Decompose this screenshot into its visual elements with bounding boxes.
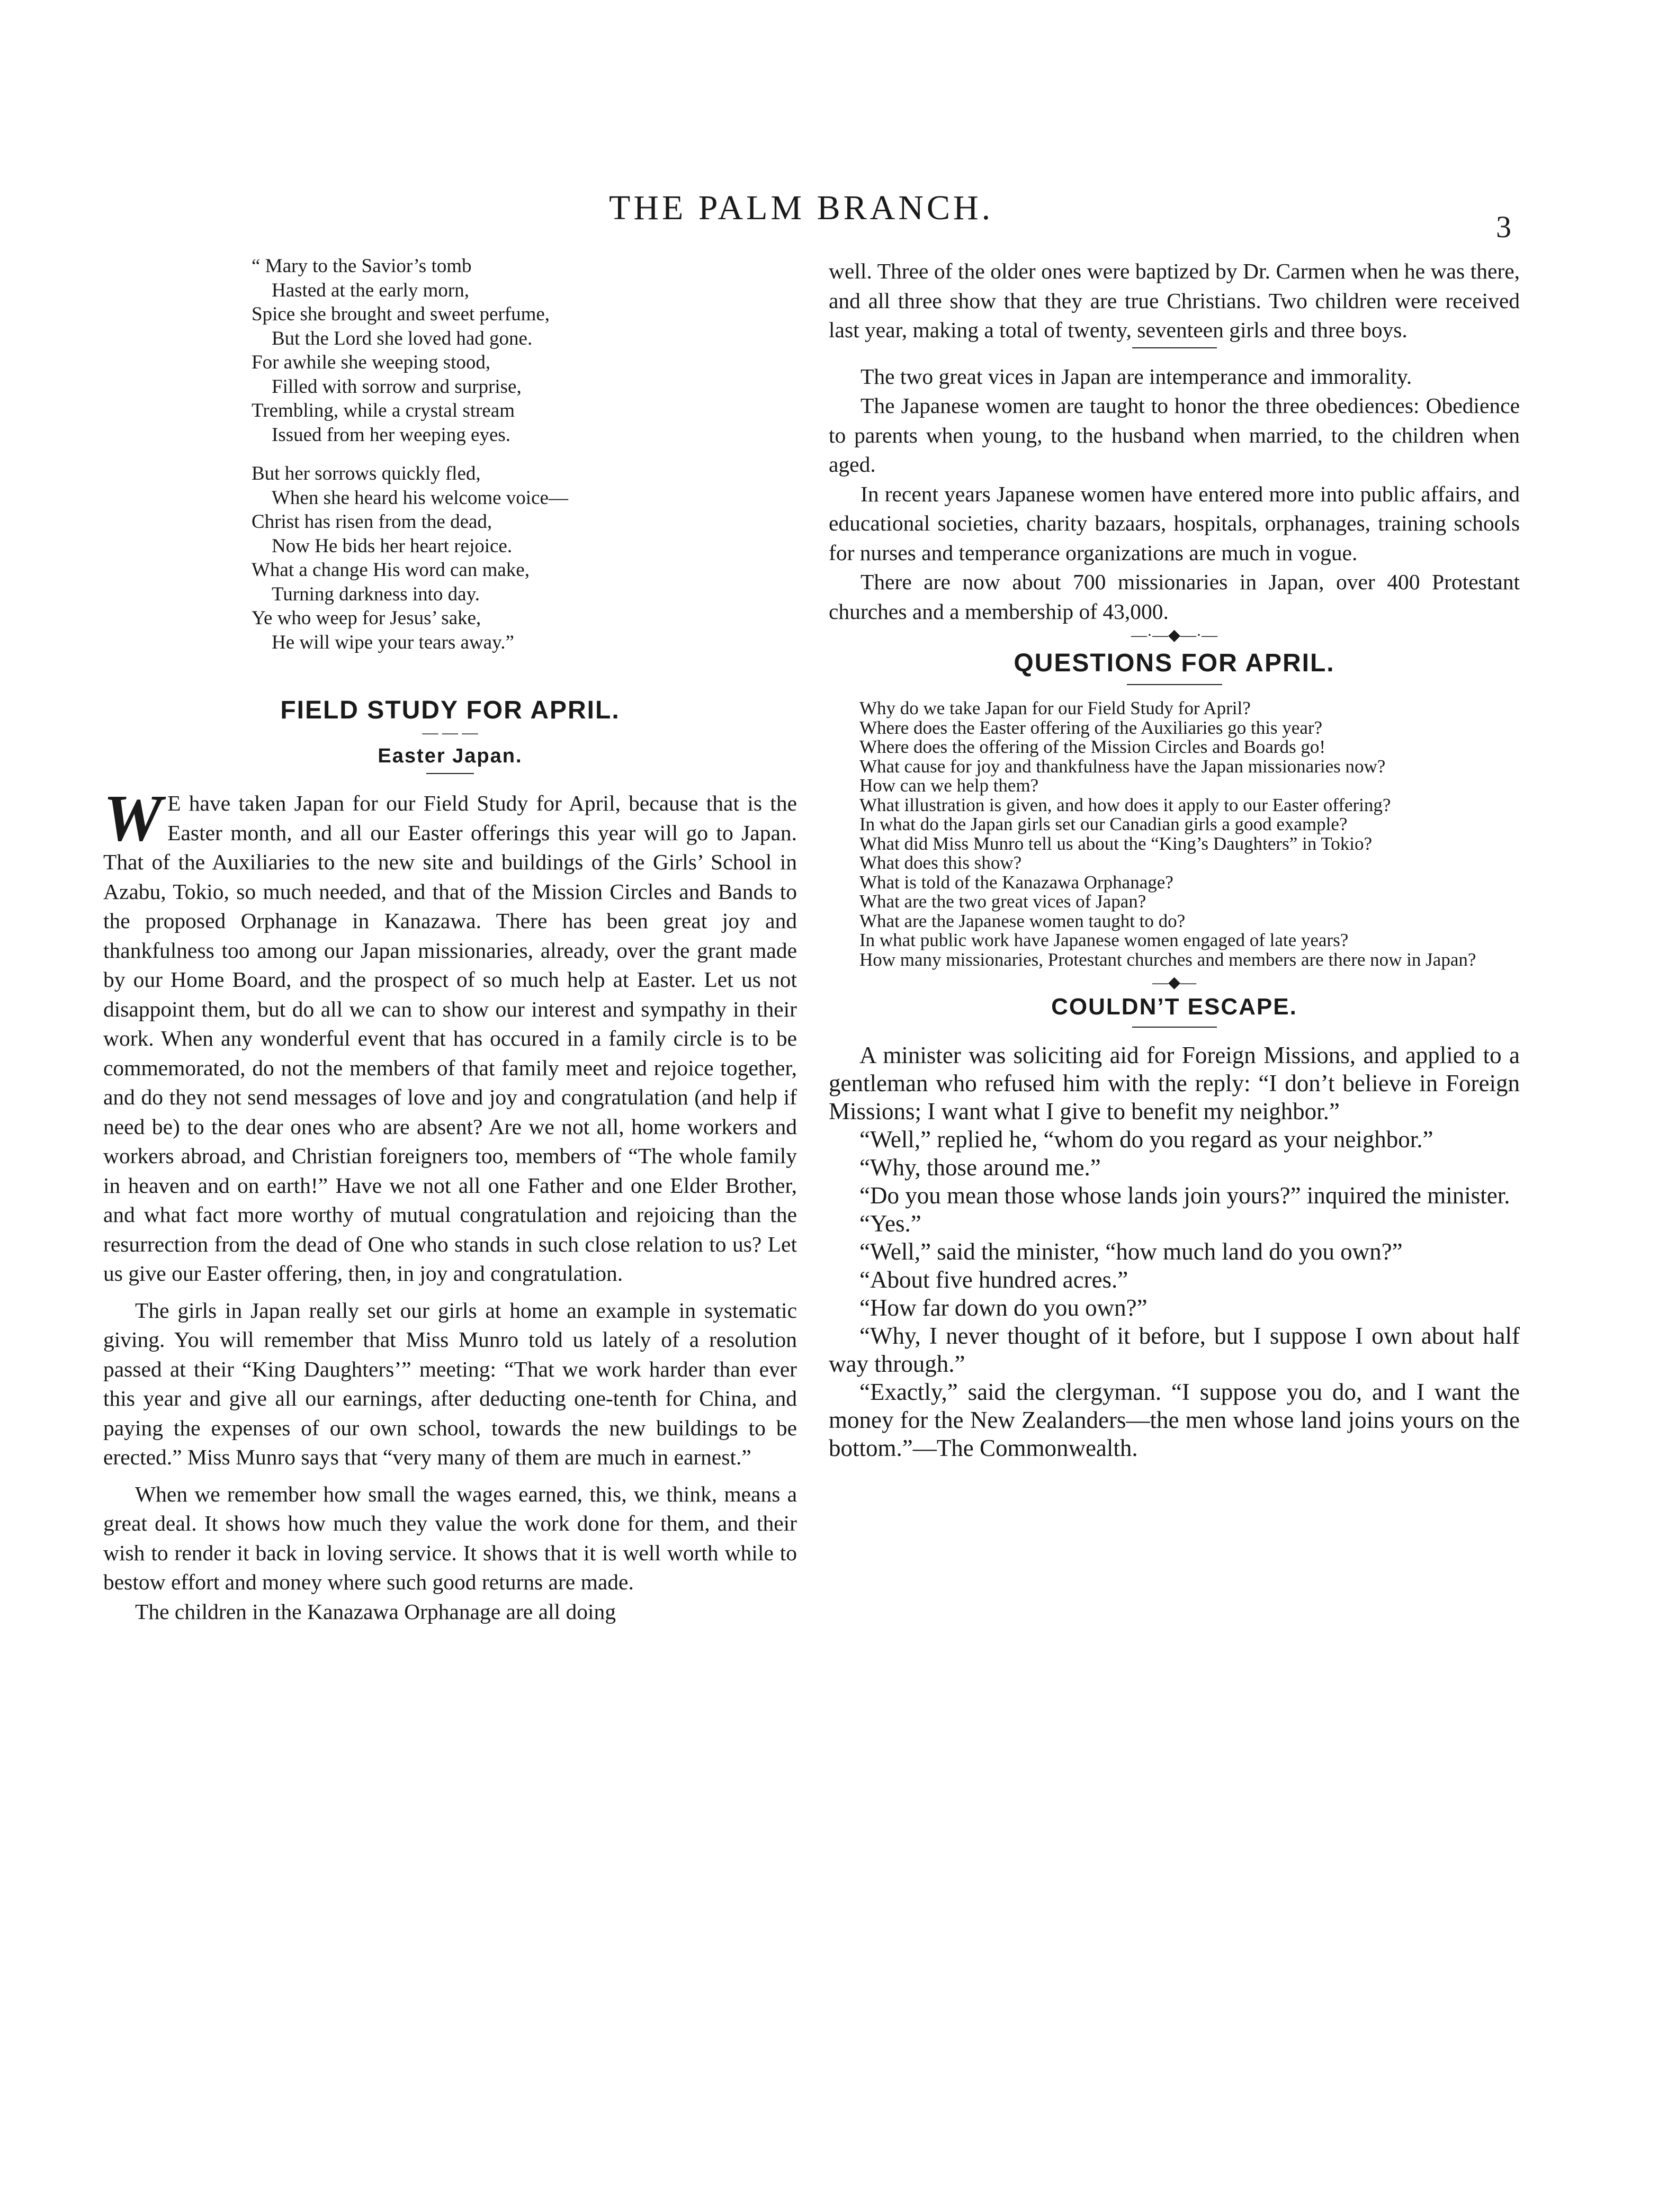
poem-line: Christ has risen from the dead,	[252, 511, 492, 533]
story-paragraph: “Well,” replied he, “whom do you regard as your neighbor.”	[859, 1126, 1433, 1153]
questions-list	[829, 699, 1520, 969]
poem-line: Issued from her weeping eyes.	[272, 424, 511, 446]
question-item: In what do the Japan girls set our Canadian girls a good example?	[859, 814, 1348, 834]
poem-line: Hasted at the early morn,	[272, 279, 469, 301]
poem-line: “ Mary to the Savior’s tomb	[252, 255, 472, 277]
story-paragraph: “Exactly,” said the clergyman. “I suppose you do, and I want the money for the New Zealanders—the men whose land joins yours on the bottom.”—The Commonwealth.	[829, 1379, 1520, 1461]
heading-ornament: — — —	[422, 724, 478, 741]
paragraph: When we remember how small the wages earned, this, we think, means a great deal. It shows how much they value the work done for them, and their wish to render it back in loving service. It shows that it is well worth while to bestow effort and money where such good returns are made.	[103, 1481, 797, 1594]
question-item: How can we help them?	[859, 775, 1039, 796]
drop-cap: W	[103, 782, 163, 855]
question-item: What cause for joy and thankfulness have the Japan missionaries now?	[859, 756, 1386, 777]
paragraph: In recent years Japanese women have entered more into public affairs, and educational societies, charity bazaars, hospitals, orphanages, training schools for nurses and temperance organizations are much in vogue.	[829, 481, 1520, 565]
story-paragraph: “Well,” said the minister, “how much land do you own?”	[859, 1238, 1403, 1265]
poem-line: Now He bids her heart rejoice.	[272, 535, 513, 557]
poem-line: He will wipe your tears away.”	[272, 631, 514, 653]
story-body	[829, 1041, 1520, 1462]
paragraph: The girls in Japan really set our girls at home an example in systematic giving. You will remember that Miss Munro told us lately of a resolution passed at their “King Daughters’” meeting: “That we work harder than ever this year and give all our earnings, after deducting one-tenth for China, and paying the expenses of our own school, towards the new buildings to be erected.” Miss Munro says that “very many of them are much in earnest.”	[103, 1298, 797, 1469]
question-item: Why do we take Japan for our Field Study for April?	[859, 698, 1251, 718]
poem-line: What a change His word can make,	[252, 559, 530, 581]
poem-line: Ye who weep for Jesus’ sake,	[252, 607, 481, 629]
section-rule	[1127, 684, 1222, 685]
field-study-continued	[829, 257, 1520, 626]
easter-poem	[252, 254, 797, 654]
story-paragraph: “Why, those around me.”	[859, 1154, 1101, 1181]
paragraph: The Japanese women are taught to honor the three obediences: Obedience to parents when young, to the husband when married, to the children when aged.	[829, 393, 1520, 476]
poem-line: Turning darkness into day.	[272, 583, 480, 605]
question-item: What illustration is given, and how does it apply to our Easter offering?	[859, 794, 1391, 815]
right-column	[829, 257, 1520, 1462]
paragraph: W E have taken Japan for our Field Study for April, because that is the Easter month, and all our Easter offerings this year will go to Japan. That of the Auxiliaries to the new site and buildings of the Girls’ School in Azabu, Tokio, so much needed, and that of the Mission Circles and Bands to the proposed Orphanage in Kanazawa. There has been great joy and thankfulness too among our Japan missionaries, already, over the grant made by our Home Board, and the prospect of so much help at Easter. Let us not disappoint them, but do all we can to show our interest and sympathy in their work. When any wonderful event that has occured in a family circle is to be commemorated, do not the members of that family meet and rejoice together, and do they not send messages of love and joy and congratulation (and help if need be) to the dear ones who are absent? Are we not all, home workers and workers abroad, and Christian foreigners too, members of “The whole family in heaven and on earth!” Have we not all one Father and one Elder Brother, and what fact more worthy of mutual congratulation and rejoicing than the resurrection from the dead of One who stands in such close relation to us? Let us give our Easter offering, then, in joy and congratulation.	[103, 782, 797, 1285]
question-item: What did Miss Munro tell us about the “King’s Daughters” in Tokio?	[859, 833, 1373, 854]
question-item: Where does the Easter offering of the Auxiliaries go this year?	[859, 717, 1323, 738]
story-paragraph: A minister was soliciting aid for Foreign Missions, and applied to a gentleman who refused him with the reply: “I don’t believe in Foreign Missions; I want what I give to benefit my neighbor.”	[829, 1042, 1520, 1125]
poem-line: Spice she brought and sweet perfume,	[252, 303, 550, 325]
poem-line: Filled with sorrow and surprise,	[272, 375, 522, 398]
question-item: What are the two great vices of Japan?	[859, 891, 1146, 912]
section-rule	[1132, 1027, 1217, 1028]
page-number: 3	[1496, 210, 1511, 244]
left-column	[103, 254, 797, 1626]
paragraph: well. Three of the older ones were baptized by Dr. Carmen when he was there, and all three show that they are true Christians. Two children were received last year, making a total of twenty, seventeen girls and three boys.	[829, 259, 1520, 342]
field-study-body	[103, 782, 797, 1626]
paragraph: The two great vices in Japan are intemperance and immorality.	[861, 364, 1412, 389]
story-paragraph: “Why, I never thought of it before, but I suppose I own about half way through.”	[829, 1323, 1520, 1377]
question-item: How many missionaries, Protestant churches and members are there now in Japan?	[859, 949, 1476, 970]
story-paragraph: “Do you mean those whose lands join yours?” inquired the minister.	[859, 1182, 1510, 1209]
field-study-heading: FIELD STUDY FOR APRIL.	[280, 696, 620, 724]
poem-line: For awhile she weeping stood,	[252, 352, 491, 373]
poem-line: When she heard his welcome voice—	[272, 487, 568, 509]
poem-line: But her sorrows quickly fled,	[252, 463, 481, 484]
question-item: Where does the offering of the Mission Circles and Boards go!	[859, 736, 1325, 757]
questions-heading: QUESTIONS FOR APRIL.	[1014, 649, 1335, 677]
story-heading: COULDN’T ESCAPE.	[1051, 994, 1297, 1020]
poem-line: Trembling, while a crystal stream	[252, 400, 515, 421]
question-item: In what public work have Japanese women engaged of late years?	[859, 930, 1349, 950]
page-title: THE PALM BRANCH.	[609, 188, 994, 227]
question-item: What is told of the Kanazawa Orphanage?	[859, 871, 1173, 893]
question-item: What does this show?	[859, 852, 1022, 873]
poem-line: But the Lord she loved had gone.	[272, 327, 533, 349]
section-rule	[1132, 347, 1217, 348]
paragraph: The children in the Kanazawa Orphanage are all doing	[135, 1599, 616, 1624]
paragraph: There are now about 700 missionaries in Japan, over 400 Protestant churches and a membership of 43,000.	[829, 570, 1520, 624]
section-ornament: —·—◆—·—	[1131, 626, 1218, 644]
story-paragraph: “How far down do you own?”	[859, 1294, 1148, 1321]
field-study-subheading: Easter Japan.	[378, 745, 523, 767]
story-paragraph: “About five hundred acres.”	[859, 1266, 1128, 1293]
question-item: What are the Japanese women taught to do?	[859, 910, 1186, 931]
section-ornament: —◆—	[1152, 974, 1197, 991]
story-paragraph: “Yes.”	[859, 1210, 921, 1237]
